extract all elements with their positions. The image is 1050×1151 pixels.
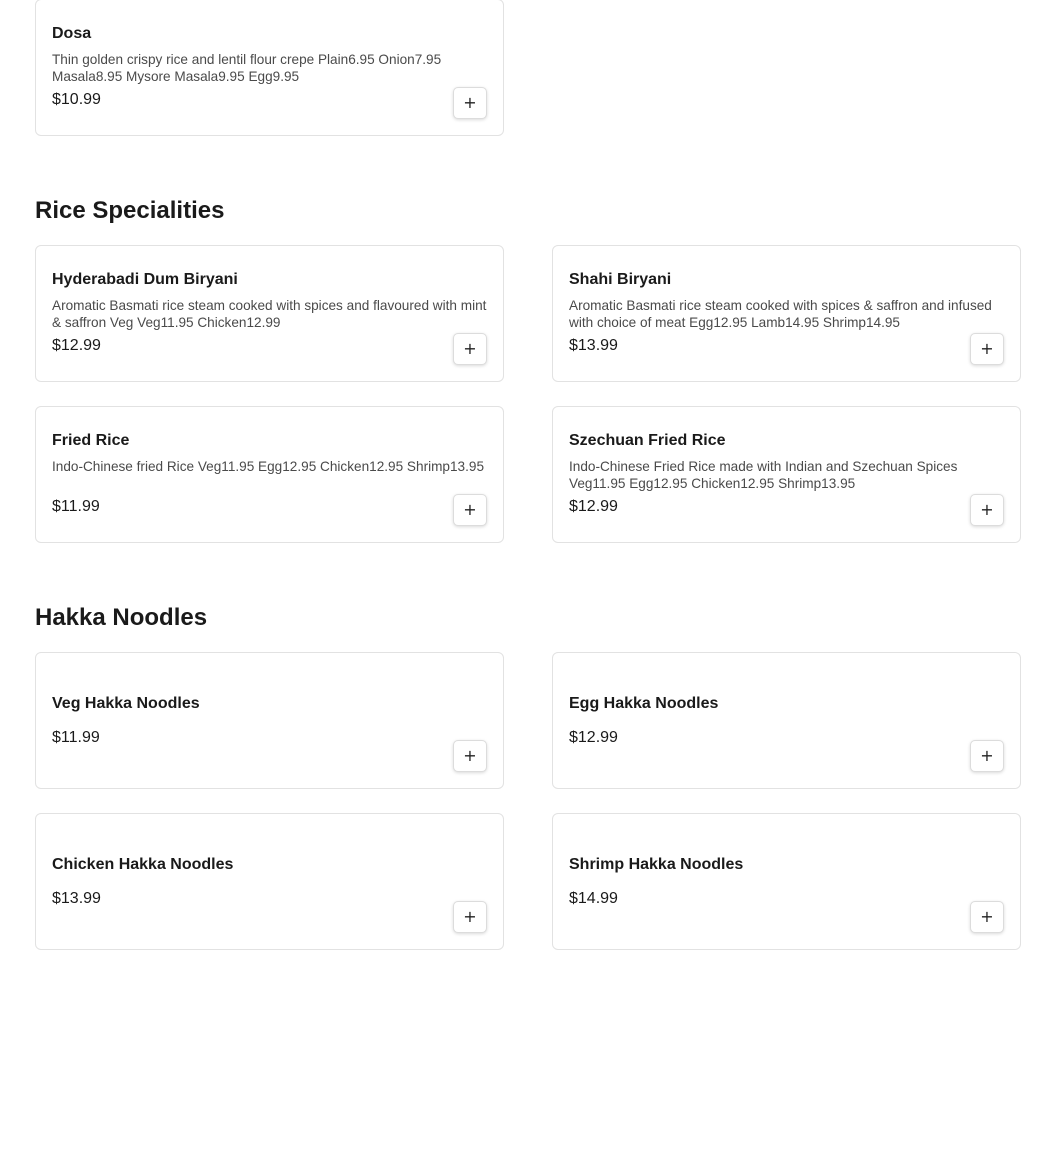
menu-item-card[interactable] <box>35 813 504 950</box>
menu-item-name: Szechuan Fried Rice <box>569 432 726 449</box>
menu-item-card[interactable] <box>552 652 1021 789</box>
menu-item-price: $10.99 <box>52 91 101 108</box>
menu-item-name: Hyderabadi Dum Biryani <box>52 271 238 288</box>
menu-item-card[interactable] <box>552 813 1021 950</box>
plus-icon: + <box>980 907 994 926</box>
plus-icon: + <box>980 500 994 519</box>
add-item-button[interactable] <box>453 333 487 365</box>
plus-icon: + <box>463 907 477 926</box>
section-title-hakka-noodles: Hakka Noodles <box>35 604 208 631</box>
add-item-button[interactable] <box>970 333 1004 365</box>
menu-item-price: $12.99 <box>569 729 618 746</box>
add-item-button[interactable] <box>453 901 487 933</box>
menu-item-details <box>52 856 487 908</box>
rice-specialities-grid <box>35 245 1021 543</box>
menu-item-name: Shahi Biryani <box>569 271 672 288</box>
menu-item-card[interactable] <box>35 652 504 789</box>
add-item-button[interactable] <box>453 494 487 526</box>
menu-item-name: Fried Rice <box>52 432 130 449</box>
menu-item-details <box>569 271 1004 358</box>
section-title-rice-specialities: Rice Specialities <box>35 197 225 224</box>
menu-item-price: $13.99 <box>52 890 101 907</box>
menu-item-name: Chicken Hakka Noodles <box>52 856 234 873</box>
add-item-button[interactable] <box>453 87 487 119</box>
menu-item-price: $12.99 <box>52 337 101 354</box>
menu-item-details <box>569 856 1004 908</box>
menu-item-card[interactable] <box>552 406 1021 543</box>
menu-item-details <box>52 25 487 112</box>
menu-item-description: Indo-Chinese fried Rice Veg11.95 Egg12.95 Chicken12.95 Shrimp13.95 <box>52 459 485 474</box>
menu-item-card[interactable] <box>35 0 504 136</box>
menu-item-price: $11.99 <box>52 498 100 515</box>
menu-item-name: Veg Hakka Noodles <box>52 695 200 712</box>
menu-item-name: Egg Hakka Noodles <box>569 695 719 712</box>
plus-icon: + <box>980 746 994 765</box>
menu-item-price: $11.99 <box>52 729 100 746</box>
menu-item-price: $12.99 <box>569 498 618 515</box>
menu-item-details <box>52 695 487 747</box>
add-item-button[interactable] <box>970 740 1004 772</box>
menu-item-description: Aromatic Basmati rice steam cooked with spices & saffron and infused with choice of meat Egg12.95 Lamb14.95 Shrimp14.95 <box>569 298 992 330</box>
menu-item-details <box>52 271 487 358</box>
menu-item-details <box>52 432 487 519</box>
menu-item-name: Shrimp Hakka Noodles <box>569 856 744 873</box>
menu-item-card[interactable] <box>552 245 1021 382</box>
plus-icon: + <box>463 500 477 519</box>
menu-item-details <box>569 695 1004 747</box>
add-item-button[interactable] <box>453 740 487 772</box>
menu-item-price: $13.99 <box>569 337 618 354</box>
plus-icon: + <box>463 93 477 112</box>
menu-item-card[interactable] <box>35 245 504 382</box>
add-item-button[interactable] <box>970 494 1004 526</box>
menu-item-description: Thin golden crispy rice and lentil flour crepe Plain6.95 Onion7.95 Masala8.95 Mysore Masala9.95 Egg9.95 <box>52 52 442 84</box>
hakka-noodles-grid <box>35 652 1021 950</box>
menu-item-details <box>569 432 1004 519</box>
menu-item-price: $14.99 <box>569 890 618 907</box>
plus-icon: + <box>463 339 477 358</box>
menu-item-description: Aromatic Basmati rice steam cooked with spices and flavoured with mint & saffron Veg Veg11.95 Chicken12.99 <box>52 298 487 330</box>
plus-icon: + <box>980 339 994 358</box>
menu-item-description: Indo-Chinese Fried Rice made with Indian and Szechuan Spices Veg11.95 Egg12.95 Chicken12.95 Shrimp13.95 <box>569 459 958 491</box>
menu-item-card[interactable] <box>35 406 504 543</box>
add-item-button[interactable] <box>970 901 1004 933</box>
dosa-section-grid <box>35 0 1021 136</box>
menu-item-name: Dosa <box>52 25 92 42</box>
plus-icon: + <box>463 746 477 765</box>
